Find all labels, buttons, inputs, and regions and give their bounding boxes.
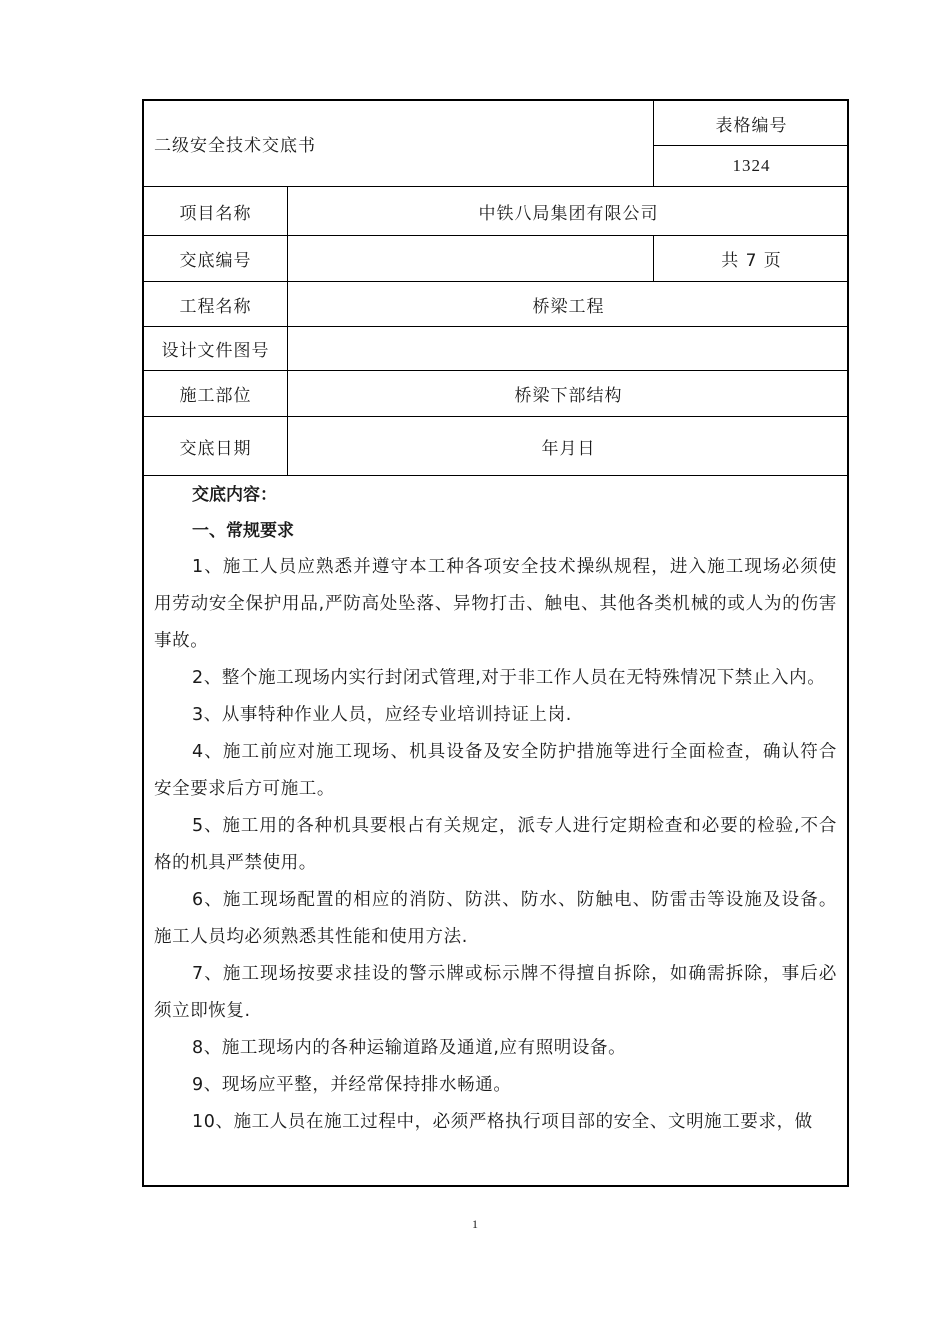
disclosure-number-label: 交底编号 [179,251,252,271]
disclosure-date-label: 交底日期 [179,438,252,459]
construction-part-value: 桥梁下部结构 [514,386,623,406]
content-item: 9、现场应平整，并经常保持排水畅通。 [192,1075,512,1095]
content-heading: 交底内容： [192,485,277,505]
content-item: 4、施工前应对施工现场、机具设备及安全防护措施等进行全面检查，确认符合安全要求后方可施工。 [154,742,837,799]
content-item: 1、施工人员应熟悉并遵守本工种各项安全技术操纵规程，进入施工现场必须使用劳动安全保护用品,严防高处坠落、异物打击、触电、其他各类机械的或人为的伤害事故。 [154,557,837,651]
engineering-name-value: 桥梁工程 [532,296,605,317]
content-item: 8、施工现场内的各种运输道路及通道,应有照明设备。 [192,1038,627,1058]
disclosure-content [144,476,847,1141]
design-document-value [288,327,849,370]
design-document-label: 设计文件图号 [161,341,270,361]
form-sheet [142,99,849,1187]
project-name-value: 中铁八局集团有限公司 [478,203,659,224]
document-title: 二级安全技术交底书 [154,136,316,156]
construction-part-label: 施工部位 [179,386,252,406]
content-item: 10、施工人员在施工过程中，必须严格执行项目部的安全、文明施工要求，做 [192,1112,813,1132]
content-item: 7、施工现场按要求挂设的警示牌或标示牌不得擅自拆除，如确需拆除，事后必须立即恢复. [154,964,837,1021]
disclosure-number-value [288,236,653,281]
page-number: 1 [472,1217,478,1231]
content-item: 3、从事特种作业人员，应经专业培训持证上岗. [192,705,572,725]
form-number-label: 表格编号 [715,115,788,136]
engineering-name-label: 工程名称 [179,296,252,317]
page-count: 共 7 页 [721,251,782,271]
section-title: 一、常规要求 [192,521,294,541]
form-number-value: 1324 [732,156,771,175]
disclosure-date-value: 年月日 [541,438,596,459]
content-item: 5、施工用的各种机具要根占有关规定，派专人进行定期检查和必要的检验,不合格的机具严禁使用。 [154,816,837,873]
project-name-label: 项目名称 [179,203,252,224]
content-item: 6、施工现场配置的相应的消防、防洪、防水、防触电、防雷击等设施及设备。施工人员均必须熟悉其性能和使用方法. [154,890,837,947]
content-item: 2、整个施工现场内实行封闭式管理,对于非工作人员在无特殊情况下禁止入内。 [192,668,826,688]
